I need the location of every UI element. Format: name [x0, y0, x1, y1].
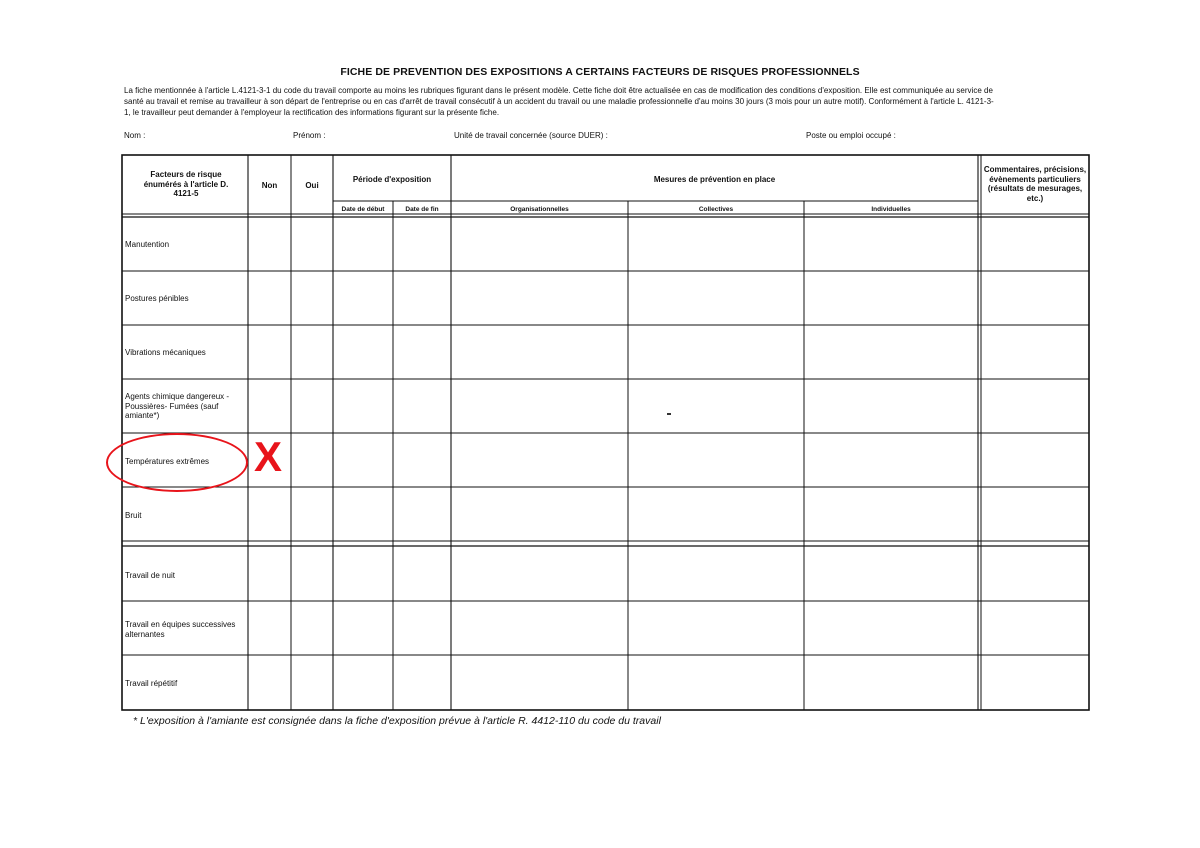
row-label-postures: Postures pénibles — [125, 294, 189, 303]
row-label-travail-repetitif: Travail répétitif — [125, 679, 178, 688]
header-organisationnelles: Organisationnelles — [510, 206, 569, 213]
row-label-bruit: Bruit — [125, 511, 142, 520]
field-poste: Poste ou emploi occupé : — [806, 131, 896, 140]
intro-line-2: santé au travail et remise au travailleur à son départ de l'entreprise ou en cas d'arrêt de travail consécutif à un accident du travail ou une maladie professionnelle d'au moins 30 jours (3 mois pour un autre motif). Conformément à l'article L. 4121-3- — [124, 97, 994, 106]
header-date-debut: Date de début — [341, 206, 385, 213]
row-label-travail-nuit: Travail de nuit — [125, 571, 175, 580]
intro-line-3: 1, le travailleur peut demander à l'employeur la rectification des informations figurant sur la présente fiche. — [124, 108, 500, 117]
field-unite: Unité de travail concernée (source DUER) : — [454, 131, 608, 140]
header-mesures: Mesures de prévention en place — [653, 175, 776, 184]
header-oui: Oui — [305, 181, 319, 190]
header-periode: Période d'exposition — [352, 175, 432, 184]
row-label-vibrations: Vibrations mécaniques — [125, 348, 206, 357]
header-date-fin: Date de fin — [405, 206, 439, 213]
footnote: * L'exposition à l'amiante est consignée dans la fiche d'exposition prévue à l'article R. 4412-110 du code du travail — [133, 715, 661, 727]
header-facteurs: Facteurs de risque énumérés à l'article D. 4121-5 — [143, 170, 229, 198]
row-label-temperatures: Températures extrêmes — [125, 457, 210, 466]
row-label-agents-chimiques: Agents chimique dangereux - Poussières- Fumées (sauf amiante*) — [125, 392, 230, 420]
header-collectives: Collectives — [698, 206, 734, 213]
form-title: FICHE DE PREVENTION DES EXPOSITIONS A CERTAINS FACTEURS DE RISQUES PROFESSIONNELS — [340, 66, 860, 78]
intro-line-1: La fiche mentionnée à l'article L.4121-3-1 du code du travail comporte au moins les rubriques figurant dans le présent modèle. Cette fiche doit être actualisée en cas de modification des conditions d'exposition. Elle est communiquée au service de — [124, 86, 993, 95]
non-checkmark-x: X — [254, 433, 283, 480]
header-non: Non — [261, 181, 278, 190]
scan-speck — [667, 413, 671, 415]
field-nom: Nom : — [124, 131, 146, 140]
row-label-equipes-alternantes: Travail en équipes successives alternantes — [125, 620, 236, 639]
header-individuelles: Individuelles — [871, 206, 911, 213]
field-prenom: Prénom : — [293, 131, 326, 140]
annotation-circle — [106, 433, 248, 492]
row-label-manutention: Manutention — [125, 240, 170, 249]
header-commentaires: Commentaires, précisions, évènements particuliers (résultats de mesurages, etc.) — [983, 165, 1087, 203]
